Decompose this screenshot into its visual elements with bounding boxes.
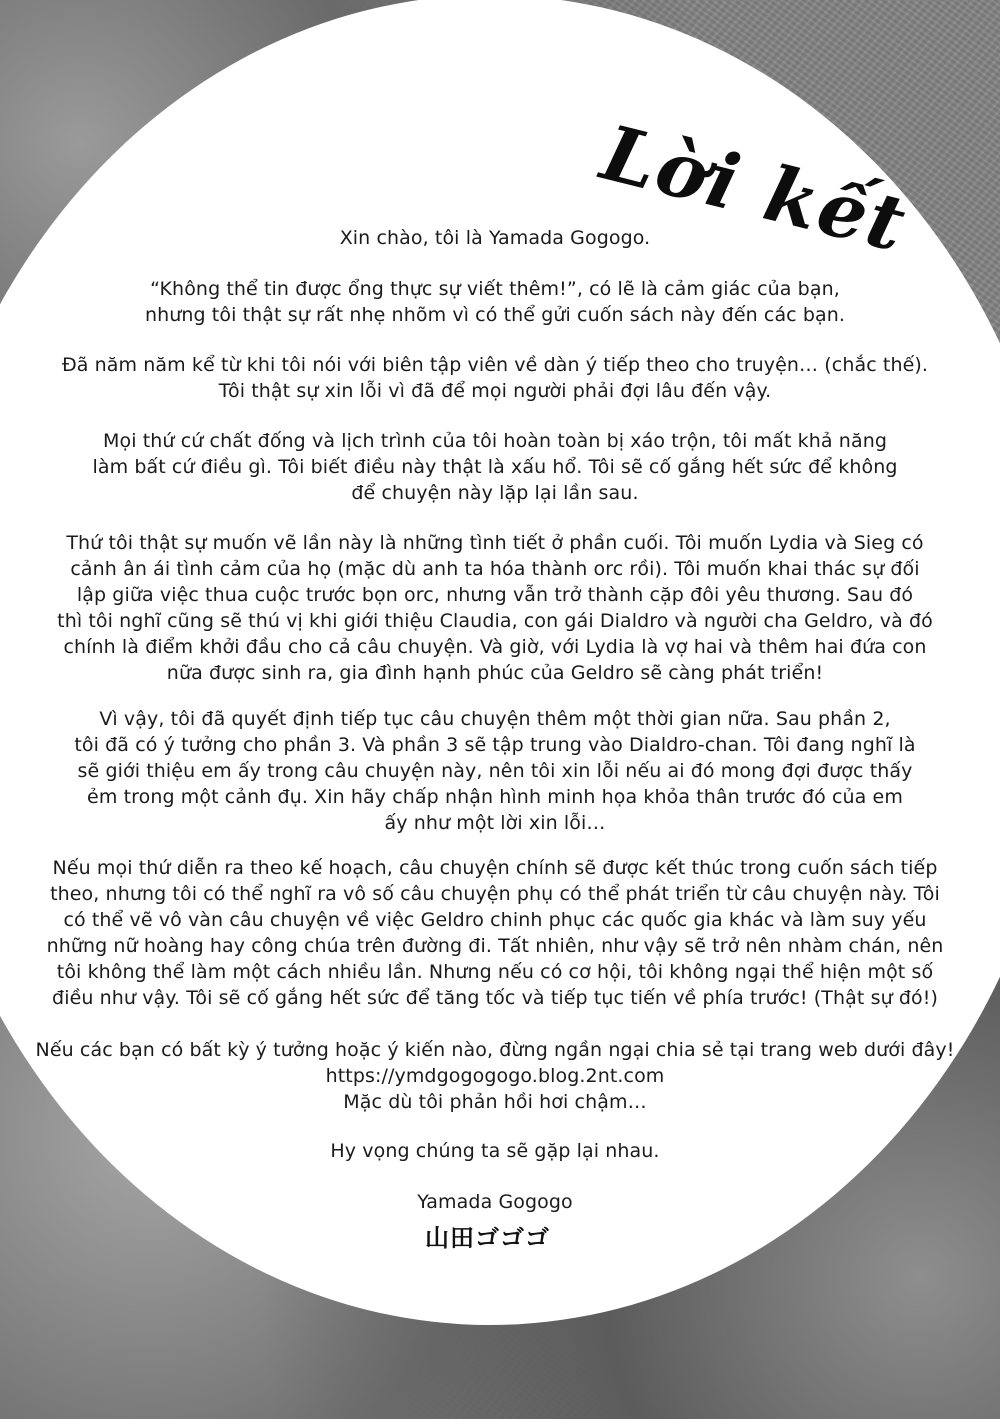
author-name: Yamada Gogogo bbox=[417, 1191, 573, 1213]
website-link[interactable]: https://ymdgogogogo.blog.2nt.com bbox=[325, 1065, 665, 1087]
author-signature-stamp: 山田ゴゴゴ bbox=[425, 1224, 550, 1252]
paragraph-3: Đã năm năm kể từ khi tôi nói với biên tập viên về dàn ý tiếp theo cho truyện… (chắc thế). Tôi thật sự xin lỗi vì đã để mọi người phải đợi lâu đến vậy. bbox=[61, 354, 929, 402]
paragraph-2: “Không thể tin được ổng thực sự viết thêm!”, có lẽ là cảm giác của bạn, nhưng tôi thật sự rất nhẹ nhõm vì có thể gửi cuốn sách này đến các bạn. bbox=[144, 278, 846, 326]
paragraph-4: Mọi thứ cứ chất đống và lịch trình của tôi hoàn toàn bị xáo trộn, tôi mất khả năng làm bất cứ điều gì. Tôi biết điều này thật là xấu hổ. Tôi sẽ cố gắng hết sức để không để chuyện này lặp lại lần sau. bbox=[92, 430, 898, 504]
paragraph-6: Vì vậy, tôi đã quyết định tiếp tục câu chuyện thêm một thời gian nữa. Sau phần 2, tôi đã có ý tưởng cho phần 3. Và phần 3 sẽ tập trung vào Dialdro-chan. Tôi đang nghĩ là sẽ giới thiệu em ấy trong câu chuyện này, nên tôi xin lỗi nếu ai đó mong đợi được thấy ẻm trong một cảnh đụ. Xin hãy chấp nhận hình minh họa khỏa thân trước đó của em ấy như một lời xin lỗi… bbox=[74, 708, 916, 834]
greeting-paragraph: Xin chào, tôi là Yamada Gogogo. bbox=[339, 227, 651, 249]
paragraph-7: Nếu mọi thứ diễn ra theo kế hoạch, câu chuyện chính sẽ được kết thúc trong cuốn sách tiếp theo, nhưng tôi có thể nghĩ ra vô số câu chuyện phụ có thể phát triển từ câu chuyện này. Tôi có thể vẽ vô vàn câu chuyện về việc Geldro chinh phục các quốc gia khác và làm suy yếu những nữ hoàng hay công chúa trên đường đi. Tất nhiên, như vậy sẽ trở nên nhàm chán, nên tôi không thể làm một cách nhiều lần. Nhưng nếu có cơ hội, tôi không ngại thể hiện một số điều như vậy. Tôi sẽ cố gắng hết sức để tăng tốc và tiếp tục tiến về phía trước! (Thật sự đó!) bbox=[46, 857, 944, 1009]
page-heading: Lời kết bbox=[593, 108, 916, 270]
closing-line: Hy vọng chúng ta sẽ gặp lại nhau. bbox=[330, 1140, 660, 1162]
paragraph-5: Thứ tôi thật sự muốn vẽ lần này là những tình tiết ở phần cuối. Tôi muốn Lydia và Sieg có cảnh ân ái tình cảm của họ (mặc dù anh ta hóa thành orc rồi). Tôi muốn khai thác sự đối lập giữa việc thua cuộc trước bọn orc, nhưng vẫn trở thành cặp đôi yêu thương. Sau đó thì tôi nghĩ cũng sẽ thú vị khi giới thiệu Claudia, con gái Dialdro và người cha Geldro, và đó chính là điểm khởi đầu cho cả câu chuyện. Và giờ, với Lydia là vợ hai và thêm hai đứa con nữa được sinh ra, gia đình hạnh phúc của Geldro sẽ càng phát triển! bbox=[57, 532, 933, 684]
paragraph-8: Nếu các bạn có bất kỳ ý tưởng hoặc ý kiến nào, đừng ngần ngại chia sẻ tại trang web dưới đây! https://ymdgogogogo.blog.2nt.com Mặc dù tôi phản hồi hơi chậm… bbox=[30, 1037, 960, 1115]
